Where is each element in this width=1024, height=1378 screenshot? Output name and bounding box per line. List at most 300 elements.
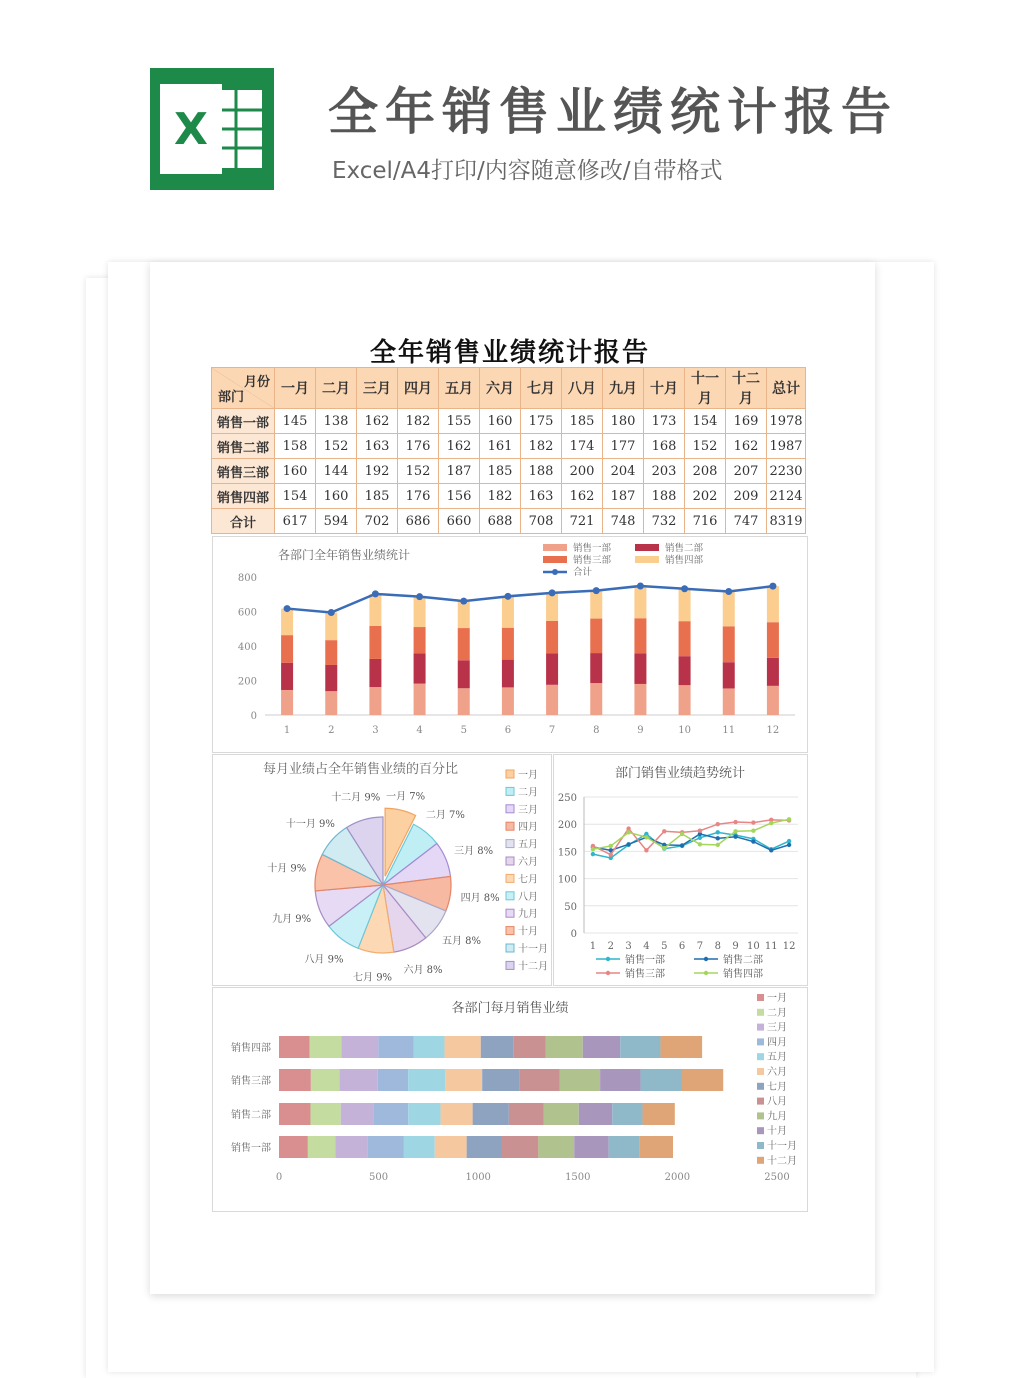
legend-label: 二月 <box>767 1007 787 1019</box>
legend-marker <box>552 569 558 575</box>
column-header: 三月 <box>357 368 398 409</box>
table-cell: 182 <box>521 434 562 459</box>
legend-swatch <box>506 770 514 778</box>
legend-swatch <box>757 994 764 1001</box>
series-point <box>662 829 666 833</box>
table-cell: 160 <box>316 484 357 509</box>
series-point <box>751 839 755 843</box>
table-cell: 168 <box>644 434 685 459</box>
table-cell: 185 <box>480 459 521 484</box>
total-line <box>287 586 773 613</box>
pie-slice-label: 十一月 9% <box>285 819 335 831</box>
series-point <box>698 829 702 833</box>
bar-segment <box>413 1036 444 1058</box>
bar-segment <box>502 1136 539 1158</box>
table-cell: 182 <box>398 409 439 434</box>
bar-segment <box>723 662 735 688</box>
bar-segment <box>634 586 646 618</box>
y-tick-label: 150 <box>557 847 577 859</box>
legend-marker <box>606 971 610 975</box>
table-cell: 732 <box>644 509 685 534</box>
y-tick-label: 100 <box>557 874 577 886</box>
legend-label: 四月 <box>767 1037 787 1049</box>
pie-slice-label: 四月 8% <box>460 893 500 905</box>
bar-segment <box>458 688 470 715</box>
legend-swatch <box>506 805 514 813</box>
column-header: 七月 <box>521 368 562 409</box>
bar-segment <box>509 1103 544 1125</box>
table-cell: 145 <box>275 409 316 434</box>
x-tick-label: 11 <box>764 941 778 952</box>
table-cell: 162 <box>439 434 480 459</box>
x-tick-label: 9 <box>732 941 739 952</box>
bar-segment <box>445 1069 482 1091</box>
legend-label: 八月 <box>518 891 538 903</box>
pie-chart <box>213 755 551 985</box>
bar-segment <box>369 687 381 715</box>
x-tick-label: 6 <box>678 941 686 952</box>
legend-label: 销售四部 <box>665 555 704 566</box>
bar-segment <box>583 1036 620 1058</box>
legend-label: 七月 <box>767 1081 787 1093</box>
legend-label: 十二月 <box>767 1155 797 1167</box>
bar-segment <box>643 1103 675 1125</box>
series-point <box>609 844 613 848</box>
table-cell: 158 <box>275 434 316 459</box>
pie-slice-label: 七月 9% <box>353 972 393 984</box>
bar-segment <box>723 626 735 662</box>
bar-segment <box>340 1069 378 1091</box>
x-tick-label: 7 <box>548 725 556 736</box>
bar-segment <box>473 1103 509 1125</box>
bar-segment <box>414 597 426 627</box>
column-header: 一月 <box>275 368 316 409</box>
bar-segment <box>435 1136 467 1158</box>
row-label: 销售二部 <box>212 434 275 459</box>
legend-label: 销售三部 <box>573 555 612 566</box>
y-tick-label: 200 <box>557 820 577 832</box>
bar-segment <box>482 1069 519 1091</box>
legend-label: 合计 <box>573 567 593 578</box>
x-tick-label: 2 <box>607 941 614 952</box>
legend-swatch <box>757 1083 764 1090</box>
x-tick-label: 9 <box>637 725 644 736</box>
bar-segment <box>723 591 735 626</box>
table-cell: 152 <box>398 459 439 484</box>
bar-segment <box>335 1136 367 1158</box>
legend-swatch <box>757 1112 764 1119</box>
bar-segment <box>546 593 558 621</box>
row-label: 销售一部 <box>212 409 275 434</box>
bar-segment <box>279 1136 308 1158</box>
bar-segment <box>369 594 381 626</box>
bar-segment <box>590 653 602 683</box>
sales-table <box>211 367 806 534</box>
table-cell: 748 <box>603 509 644 534</box>
series-point <box>733 835 737 839</box>
legend-swatch <box>506 874 514 882</box>
excel-logo-icon <box>150 68 274 190</box>
bar-segment <box>404 1136 435 1158</box>
table-cell: 617 <box>275 509 316 534</box>
legend-swatch <box>506 892 514 900</box>
bar-segment <box>634 653 646 684</box>
legend-swatch <box>757 1053 764 1060</box>
bar-segment <box>590 619 602 654</box>
table-cell: 163 <box>357 434 398 459</box>
table-cell: 144 <box>316 459 357 484</box>
table-cell: 688 <box>480 509 521 534</box>
y-tick-label: 800 <box>237 573 257 584</box>
bar-segment <box>281 609 293 636</box>
bar-segment <box>310 1103 340 1125</box>
total-point <box>725 588 732 595</box>
table-cell: 180 <box>603 409 644 434</box>
x-tick-label: 2000 <box>664 1172 691 1183</box>
category-label: 销售三部 <box>231 1076 271 1087</box>
pie-slice-label: 八月 9% <box>304 954 344 966</box>
pie-slice-label: 十二月 9% <box>331 792 381 804</box>
total-point <box>593 587 600 594</box>
bar-segment <box>325 665 337 691</box>
legend-swatch <box>635 556 659 563</box>
x-tick-label: 7 <box>696 941 704 952</box>
total-point <box>284 605 291 612</box>
bar-segment <box>441 1103 473 1125</box>
bar-segment <box>634 684 646 715</box>
legend-swatch <box>506 840 514 848</box>
x-tick-label: 6 <box>504 725 512 736</box>
x-tick-label: 1 <box>589 941 597 952</box>
svg-text:X: X <box>174 104 208 155</box>
total-point <box>504 593 511 600</box>
bar-segment <box>767 686 779 715</box>
bar-segment <box>281 635 293 663</box>
total-point <box>416 593 423 600</box>
x-tick-label: 11 <box>722 725 736 736</box>
legend-label: 销售二部 <box>723 955 763 966</box>
table-cell: 202 <box>685 484 726 509</box>
bar-segment <box>682 1069 723 1091</box>
pie-slice-label: 十月 9% <box>267 863 307 875</box>
pie-chart-panel <box>212 754 552 986</box>
legend-label: 五月 <box>767 1052 787 1064</box>
bar-segment <box>546 621 558 653</box>
table-cell: 152 <box>316 434 357 459</box>
series-point <box>644 835 648 839</box>
table-cell: 173 <box>644 409 685 434</box>
legend-label: 三月 <box>518 804 538 816</box>
bar-segment <box>502 687 514 715</box>
bar-segment <box>281 663 293 690</box>
corner-dept-label: 部门 <box>218 390 245 405</box>
bar-segment <box>414 653 426 683</box>
legend-label: 五月 <box>518 839 538 851</box>
series-point <box>626 842 630 846</box>
bar-segment <box>408 1069 445 1091</box>
table-cell: 594 <box>316 509 357 534</box>
pie-slice-label: 一月 7% <box>386 791 426 803</box>
series-point <box>733 829 737 833</box>
series-point <box>662 846 666 850</box>
legend-label: 销售一部 <box>625 955 665 966</box>
series-point <box>769 821 773 825</box>
table-cell: 169 <box>726 409 767 434</box>
x-tick-label: 3 <box>625 941 632 952</box>
table-cell: 160 <box>275 459 316 484</box>
bar-segment <box>520 1069 560 1091</box>
category-label: 销售四部 <box>231 1043 271 1054</box>
bar-segment <box>679 589 691 621</box>
series-point <box>591 847 595 851</box>
bar-segment <box>373 1103 408 1125</box>
legend-swatch <box>757 1009 764 1016</box>
total-point <box>637 582 644 589</box>
table-cell: 1987 <box>767 434 806 459</box>
legend-label: 十一月 <box>518 944 548 955</box>
bar-segment <box>609 1136 640 1158</box>
legend-marker <box>704 971 708 975</box>
bar-segment <box>767 658 779 686</box>
category-label: 销售一部 <box>231 1143 271 1154</box>
x-tick-label: 1000 <box>465 1172 491 1183</box>
series-point <box>609 852 613 856</box>
x-tick-label: 500 <box>369 1172 389 1183</box>
bar-segment <box>538 1136 574 1158</box>
bar-segment <box>590 591 602 619</box>
bar-segment <box>639 1136 673 1158</box>
pie-slice-label: 二月 7% <box>425 810 465 822</box>
x-tick-label: 8 <box>714 941 721 952</box>
table-cell: 8319 <box>767 509 806 534</box>
table-cell: 162 <box>357 409 398 434</box>
series-point <box>769 848 773 852</box>
bar-segment <box>341 1103 373 1125</box>
stacked-column-chart <box>213 537 807 752</box>
table-cell: 203 <box>644 459 685 484</box>
series-point <box>591 852 595 856</box>
column-header: 十月 <box>644 368 685 409</box>
legend-swatch <box>506 909 514 917</box>
legend-marker <box>704 957 708 961</box>
table-cell: 185 <box>357 484 398 509</box>
table-row <box>212 509 806 534</box>
column-header: 五月 <box>439 368 480 409</box>
line-chart <box>554 755 807 985</box>
column-header: 九月 <box>603 368 644 409</box>
bar-segment <box>414 627 426 653</box>
series-point <box>787 839 791 843</box>
table-cell: 177 <box>603 434 644 459</box>
bar-segment <box>408 1103 440 1125</box>
bar-segment <box>378 1069 408 1091</box>
bar-segment <box>310 1036 342 1058</box>
table-cell: 162 <box>562 484 603 509</box>
bar-segment <box>414 684 426 715</box>
x-tick-label: 8 <box>593 725 600 736</box>
series-point <box>626 830 630 834</box>
series-point <box>716 836 720 840</box>
bar-segment <box>325 613 337 641</box>
legend-swatch <box>506 822 514 830</box>
legend-swatch <box>543 556 567 563</box>
table-cell: 702 <box>357 509 398 534</box>
bar-segment <box>679 656 691 685</box>
y-tick-label: 0 <box>570 929 577 940</box>
total-point <box>549 589 556 596</box>
bar-segment <box>546 1036 583 1058</box>
legend-label: 六月 <box>767 1067 787 1078</box>
x-tick-label: 2500 <box>764 1172 790 1183</box>
table-cell: 174 <box>562 434 603 459</box>
bar-segment <box>368 1136 404 1158</box>
table-cell: 686 <box>398 509 439 534</box>
x-tick-label: 4 <box>416 725 423 736</box>
bar-segment <box>679 685 691 715</box>
column-header: 六月 <box>480 368 521 409</box>
y-tick-label: 400 <box>237 642 257 653</box>
bar-segment <box>660 1036 702 1058</box>
legend-label: 十月 <box>767 1126 787 1138</box>
legend-label: 一月 <box>767 993 787 1004</box>
total-point <box>460 598 467 605</box>
legend-label: 十月 <box>518 926 538 938</box>
table-row <box>212 409 806 434</box>
table-cell: 163 <box>521 484 562 509</box>
series-point <box>716 830 720 834</box>
bar-segment <box>544 1103 579 1125</box>
table-cell: 2230 <box>767 459 806 484</box>
horizontal-bar-chart-panel <box>212 987 808 1212</box>
bar-segment <box>546 685 558 715</box>
bar-segment <box>579 1103 612 1125</box>
page-title: 全年销售业绩统计报告 <box>328 83 898 141</box>
legend-label: 销售一部 <box>573 543 612 554</box>
table-cell: 154 <box>275 484 316 509</box>
series-point <box>733 820 737 824</box>
bar-segment <box>481 1036 513 1058</box>
table-header-row <box>212 368 806 409</box>
legend-label: 四月 <box>518 822 538 834</box>
series-point <box>716 822 720 826</box>
series-point <box>680 843 684 847</box>
x-tick-label: 12 <box>782 941 796 952</box>
legend-swatch <box>506 857 514 865</box>
legend-label: 一月 <box>518 770 538 781</box>
y-tick-label: 200 <box>237 676 257 688</box>
series-point <box>698 842 702 846</box>
bar-segment <box>634 618 646 653</box>
series-point <box>626 826 630 830</box>
x-tick-label: 10 <box>678 725 691 736</box>
bar-segment <box>559 1069 600 1091</box>
table-row <box>212 459 806 484</box>
table-cell: 185 <box>562 409 603 434</box>
table-cell: 138 <box>316 409 357 434</box>
series-point <box>751 829 755 833</box>
total-point <box>328 609 335 616</box>
table-cell: 716 <box>685 509 726 534</box>
legend-label: 九月 <box>518 909 538 921</box>
total-point <box>372 590 379 597</box>
x-tick-label: 4 <box>643 941 650 952</box>
bar-segment <box>590 683 602 715</box>
bar-segment <box>467 1136 502 1158</box>
column-header: 四月 <box>398 368 439 409</box>
table-cell: 160 <box>480 409 521 434</box>
table-row <box>212 434 806 459</box>
chart2-title: 每月业绩占全年销售业绩的百分比 <box>263 762 459 777</box>
table-cell: 708 <box>521 509 562 534</box>
bar-segment <box>612 1103 642 1125</box>
column-header: 十一月 <box>685 368 726 409</box>
bar-segment <box>279 1103 310 1125</box>
pie-slice-label: 九月 9% <box>272 914 312 926</box>
bar-segment <box>620 1036 660 1058</box>
table-cell: 152 <box>685 434 726 459</box>
legend-swatch <box>506 787 514 795</box>
legend-label: 九月 <box>767 1111 787 1123</box>
bar-segment <box>767 622 779 658</box>
column-header: 十二月 <box>726 368 767 409</box>
x-tick-label: 10 <box>747 941 760 952</box>
legend-swatch <box>757 1142 764 1149</box>
x-tick-label: 12 <box>766 725 780 736</box>
table-cell: 161 <box>480 434 521 459</box>
table-corner-cell <box>212 368 275 409</box>
legend-swatch <box>506 961 514 969</box>
table-cell: 154 <box>685 409 726 434</box>
column-header: 二月 <box>316 368 357 409</box>
pie-slice-label: 五月 8% <box>441 936 482 948</box>
table-cell: 200 <box>562 459 603 484</box>
legend-swatch <box>757 1068 764 1075</box>
bar-segment <box>502 660 514 688</box>
bar-segment <box>679 621 691 656</box>
column-header: 总计 <box>767 368 806 409</box>
total-point <box>681 585 688 592</box>
table-cell: 182 <box>480 484 521 509</box>
y-tick-label: 250 <box>557 793 577 804</box>
table-cell: 1978 <box>767 409 806 434</box>
pie-slice-label: 六月 8% <box>403 964 443 976</box>
table-cell: 192 <box>357 459 398 484</box>
bar-segment <box>369 626 381 659</box>
y-tick-label: 0 <box>250 711 257 722</box>
table-cell: 208 <box>685 459 726 484</box>
stacked-column-chart-panel <box>212 536 808 753</box>
legend-label: 十一月 <box>767 1141 797 1152</box>
page-subtitle: Excel/A4打印/内容随意修改/自带格式 <box>332 158 723 184</box>
series-point <box>644 848 648 852</box>
legend-swatch <box>506 944 514 952</box>
legend-label: 销售四部 <box>723 969 763 980</box>
bar-segment <box>378 1036 413 1058</box>
table-cell: 747 <box>726 509 767 534</box>
legend-label: 八月 <box>767 1096 787 1108</box>
table-cell: 188 <box>521 459 562 484</box>
table-cell: 721 <box>562 509 603 534</box>
x-tick-label: 3 <box>372 725 379 736</box>
x-tick-label: 0 <box>275 1172 283 1183</box>
bar-segment <box>445 1036 481 1058</box>
bar-segment <box>546 653 558 684</box>
row-label: 合计 <box>212 509 275 534</box>
column-header: 八月 <box>562 368 603 409</box>
corner-month-label: 月份 <box>243 375 270 390</box>
table-cell: 176 <box>398 434 439 459</box>
legend-swatch <box>757 1024 764 1031</box>
